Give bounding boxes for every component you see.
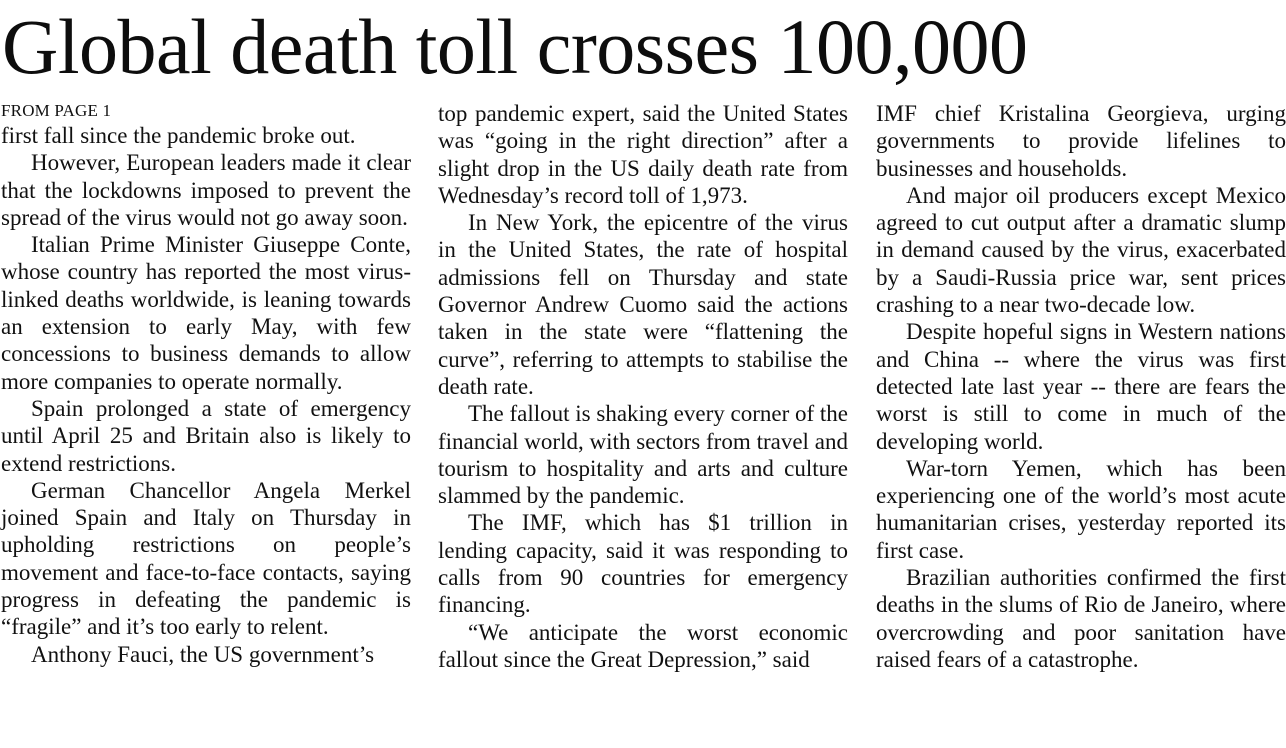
paragraph: Despite hopeful signs in Western nations and China -- where the virus was first detected late last year -- there are fears the worst is still to come in much of the developing world.: [876, 319, 1286, 454]
article-column-3: [876, 100, 1286, 673]
paragraph: first fall since the pandemic broke out.: [1, 123, 356, 148]
paragraph: Anthony Fauci, the US government’s: [31, 641, 375, 667]
article-column-2: [438, 100, 848, 673]
paragraph: Spain prolonged a state of emergency until April 25 and Britain also is likely to extend restrictions.: [1, 395, 411, 476]
paragraph: The IMF, which has $1 trillion in lending capacity, said it was responding to calls from 90 countries for emergency financing.: [438, 510, 848, 618]
paragraph: And major oil producers except Mexico agreed to cut output after a dramatic slump in demand caused by the virus, exacerbated by a Saudi-Russia price war, sent prices crashing to a near two-decade low.: [876, 182, 1286, 318]
paragraph: However, European leaders made it clear that the lockdowns imposed to prevent the spread of the virus would not go away soon.: [1, 150, 411, 230]
paragraph: German Chancellor Angela Merkel joined Spain and Italy on Thursday in upholding restrictions on people’s movement and face-to-face contacts, saying progress in defeating the pandemic is “fragile” and it’s too early to relent.: [1, 477, 411, 640]
paragraph: Brazilian authorities confirmed the first deaths in the slums of Rio de Janeiro, where overcrowding and poor sanitation have raised fears of a catastrophe.: [876, 565, 1286, 672]
paragraph: The fallout is shaking every corner of the financial world, with sectors from travel and tourism to hospitality and arts and culture slammed by the pandemic.: [438, 401, 849, 509]
paragraph: War-torn Yemen, which has been experiencing one of the world’s most acute humanitarian crises, yesterday reported its first case.: [876, 455, 1286, 563]
paragraph: Italian Prime Minister Giuseppe Conte, whose country has reported the most virus-linked deaths worldwide, is leaning towards an extension to early May, with few concessions to business demands to allow more companies to operate normally.: [1, 232, 411, 394]
paragraph: In New York, the epicentre of the virus in the United States, the rate of hospital admissions fell on Thursday and state Governor Andrew Cuomo said the actions taken in the state were “flattening the curve”, referring to attempts to stabilise the death rate.: [438, 210, 848, 399]
paragraph: IMF chief Kristalina Georgieva, urging governments to provide lifelines to businesses and households.: [876, 101, 1286, 181]
continued-from-kicker: FROM PAGE 1: [1, 101, 112, 120]
paragraph: top pandemic expert, said the United States was “going in the right direction” after a slight drop in the US daily death rate from Wednesday’s record toll of 1,973.: [438, 101, 848, 208]
article-column-1: [1, 100, 411, 668]
headline: Global death toll crosses 100,000: [2, 3, 1028, 90]
paragraph: “We anticipate the worst economic fallout since the Great Depression,” said: [438, 619, 848, 672]
